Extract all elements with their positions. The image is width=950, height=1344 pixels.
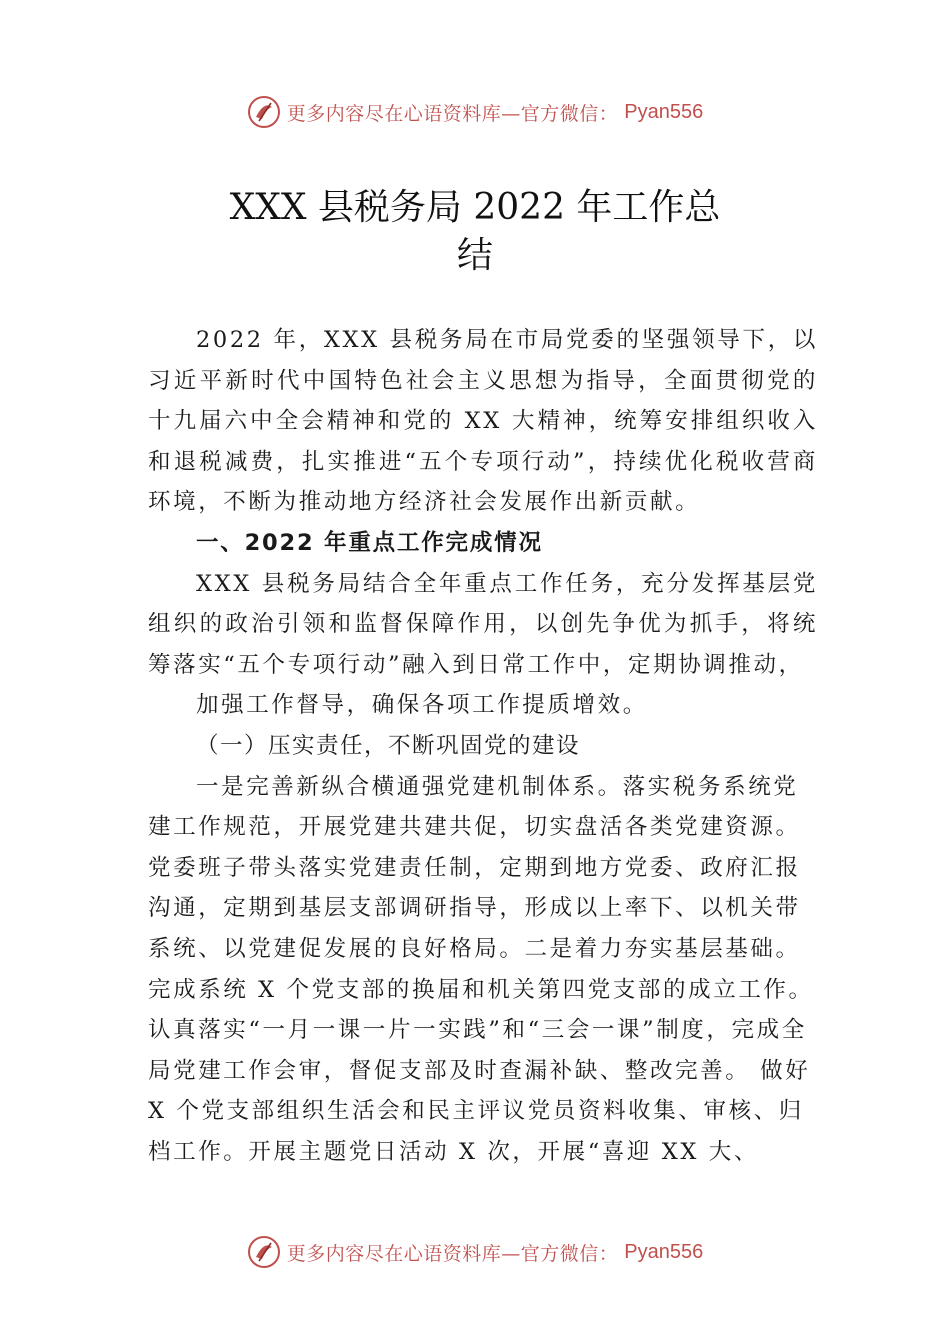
banner-text: 更多内容尽在心语资料库—官方微信：: [286, 1242, 619, 1265]
logo-icon: [247, 1235, 281, 1269]
subsection-heading: （一）压实责任，不断巩固党的建设: [196, 732, 581, 759]
banner-wechat-id: Pyan556: [624, 100, 704, 123]
banner-wechat-id: Pyan556: [624, 1240, 704, 1263]
section-heading: 一、2022 年重点工作完成情况: [196, 529, 543, 556]
banner-text: 更多内容尽在心语资料库—官方微信：: [286, 102, 619, 125]
watermark-banner-top: [0, 92, 950, 132]
intro-paragraph: 2022 年，XXX 县税务局在市局党委的坚强领导下，以习近平新时代中国特色社会主义思想为指导，全面贯彻党的十九届六中全会精神和党的 XX 大精神，统筹安排组织收入和退税减费，扎实推进“五个专项行动”，持续优化税收营商环境，不断为推动地方经济社会发展作出新贡献。: [148, 327, 818, 516]
logo-icon: [247, 95, 281, 129]
document-body: [148, 320, 818, 1172]
title-line-1: XXX 县税务局 2022 年工作总: [229, 187, 721, 228]
section-paragraph-continued: [148, 685, 818, 726]
section-paragraph-tail: 加强工作督导，确保各项工作提质增效。: [196, 692, 648, 719]
title-line-2: 结: [456, 235, 493, 276]
section-paragraph: XXX 县税务局结合全年重点工作任务，充分发挥基层党组织的政治引领和监督保障作用，以创先争优为抓手，将统筹落实“五个专项行动”融入到日常工作中，定期协调推动，: [148, 570, 818, 678]
subsection-paragraph: 一是完善新纵合横通强党建机制体系。落实税务系统党建工作规范，开展党建共建共促，切实盘活各类党建资源。 党委班子带头落实党建责任制，定期到地方党委、政府汇报沟通，定期到基层支部调研指导，形成以上率下、以机关带系统、以党建促发展的良好格局。二是着力夯实基层基础。 完成系统 X 个党支部的换届和机关第四党支部的成立工作。认真落实“一月一课一片一实践”和“三会一课”制度，完成全局党建工作会审，督促支部及时查漏补缺、整改完善。 做好 X 个党支部组织生活会和民主评议党员资料收集、审核、归档工作。开展主题党日活动 X 次，开展“喜迎 XX 大、: [148, 773, 814, 1165]
document-title: [0, 184, 950, 280]
watermark-banner-bottom: [0, 1232, 950, 1272]
